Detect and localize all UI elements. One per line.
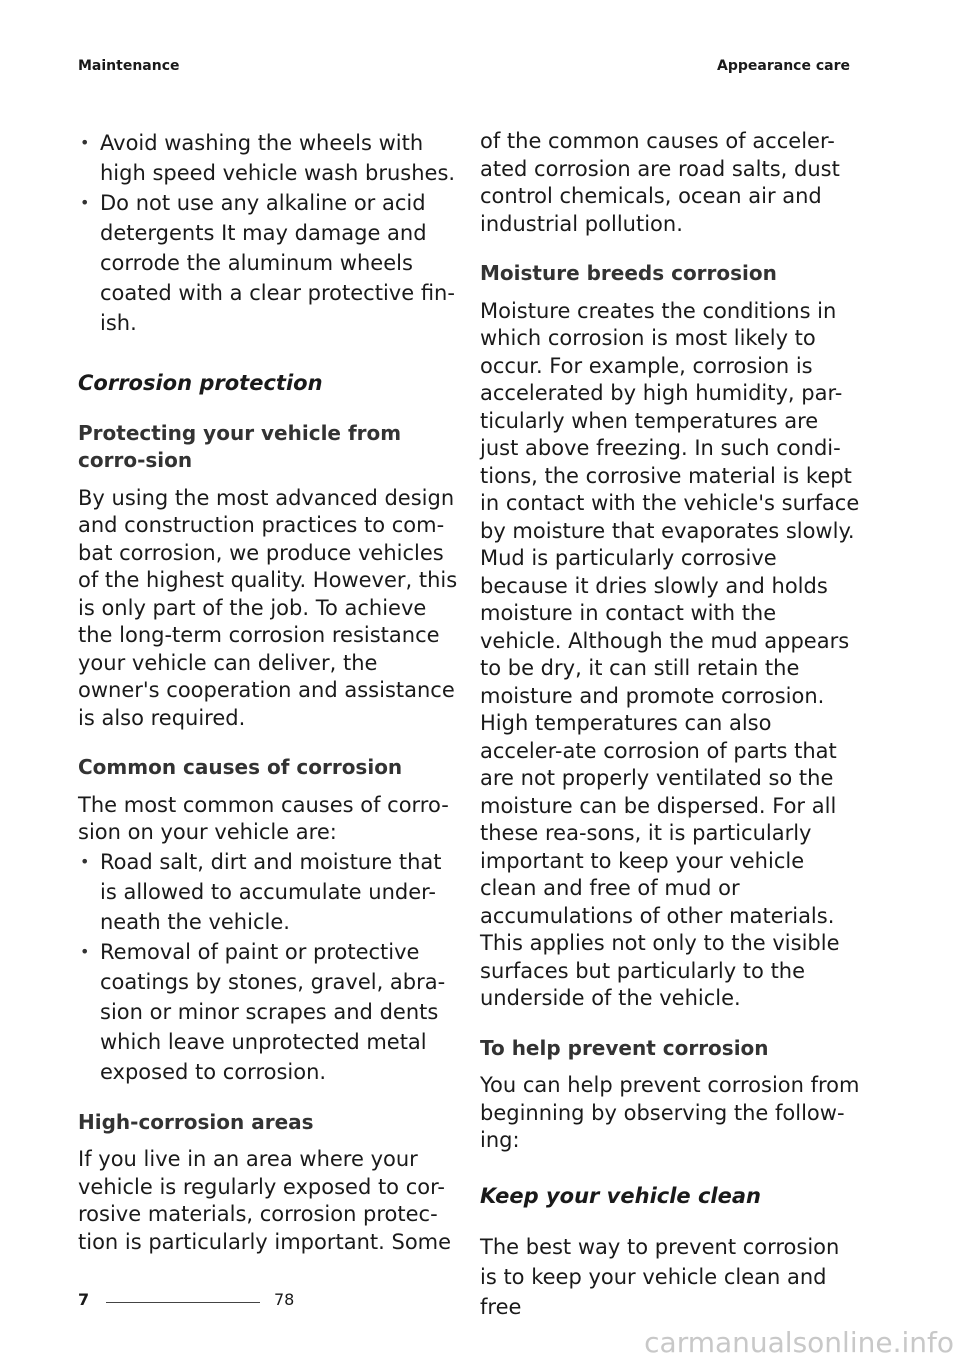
chapter-number: 7 [78, 1290, 90, 1309]
left-column [78, 128, 458, 1278]
high-corrosion-heading: High-corrosion areas [78, 1109, 314, 1134]
keep-clean-heading: Keep your vehicle clean [480, 1183, 761, 1208]
moisture-paragraph-1: Moisture creates the conditions in which corrosion is most likely to occur. For example, corrosion is accelerated by high humidity, par-ticularly when temperatures are just above freezing. In such condi-tions, the corrosive material is kept in contact with the vehicle's surface by moisture that evaporates slowly. Mud is particularly corrosive because it dries slowly and holds moisture in contact with the vehicle. Although the mud appears to be dry, it can still retain the moisture and promote corrosion. [480, 298, 860, 708]
high-corrosion-paragraph: If you live in an area where your vehicle is regularly exposed to cor-rosive materials, corrosion protec-tion is particularly important. Some [78, 1147, 452, 1254]
common-causes-list [78, 847, 458, 1087]
keep-clean-paragraph: The best way to prevent corrosion is to keep your vehicle clean and free [480, 1235, 840, 1319]
prevent-corrosion-heading: To help prevent corrosion [480, 1035, 769, 1060]
header-section-title: Maintenance [78, 58, 180, 74]
protecting-vehicle-heading: Protecting your vehicle from corro-sion [78, 420, 402, 472]
watermark: carmanualsonline.info [644, 1326, 954, 1359]
prevent-corrosion-paragraph: You can help prevent corrosion from beginning by observing the follow-ing: [480, 1073, 860, 1152]
corrosion-protection-heading: Corrosion protection [78, 371, 323, 395]
moisture-paragraph-2: High temperatures can also acceler-ate corrosion of parts that are not properly ventilated so the moisture can be dispersed. For all these rea-sons, it is particularly important to keep your vehicle clean and free of mud or accumulations of other materials. This applies not only to the visible surfaces but particularly to the underside of the vehicle. [480, 711, 840, 1010]
common-causes-intro: The most common causes of corro-sion on your vehicle are: [78, 792, 449, 844]
common-causes-heading: Common causes of corrosion [78, 755, 403, 779]
list-item: • Removal of paint or protective coatings by stones, gravel, abra-sion or minor scrapes and dents which leave unprotected metal exposed to corrosion. [78, 937, 458, 1087]
header-topic-title: Appearance care [717, 58, 850, 74]
list-item: • Avoid washing the wheels with high speed vehicle wash brushes. [78, 128, 458, 188]
page-header [78, 58, 850, 82]
wheel-care-list [78, 128, 458, 338]
list-item: • Road salt, dirt and moisture that is allowed to accumulate under-neath the vehicle. [78, 847, 458, 937]
continued-paragraph: of the common causes of acceler-ated corrosion are road salts, dust control chemicals, ocean air and industrial pollution. [480, 129, 840, 236]
protecting-vehicle-paragraph: By using the most advanced design and construction practices to com-bat corrosion, we produce vehicles of the highest quality. However, this is only part of the job. To achieve the long-term corrosion resistance your vehicle can deliver, the owner's cooperation and assistance is also required. [78, 485, 458, 730]
moisture-heading: Moisture breeds corrosion [480, 261, 777, 285]
page-number: 78 [274, 1290, 295, 1309]
right-column [480, 128, 860, 1344]
list-item: • Do not use any alkaline or acid detergents It may damage and corrode the aluminum wheels coated with a clear protective fin-ish. [78, 188, 458, 338]
footer-divider [106, 1302, 260, 1303]
